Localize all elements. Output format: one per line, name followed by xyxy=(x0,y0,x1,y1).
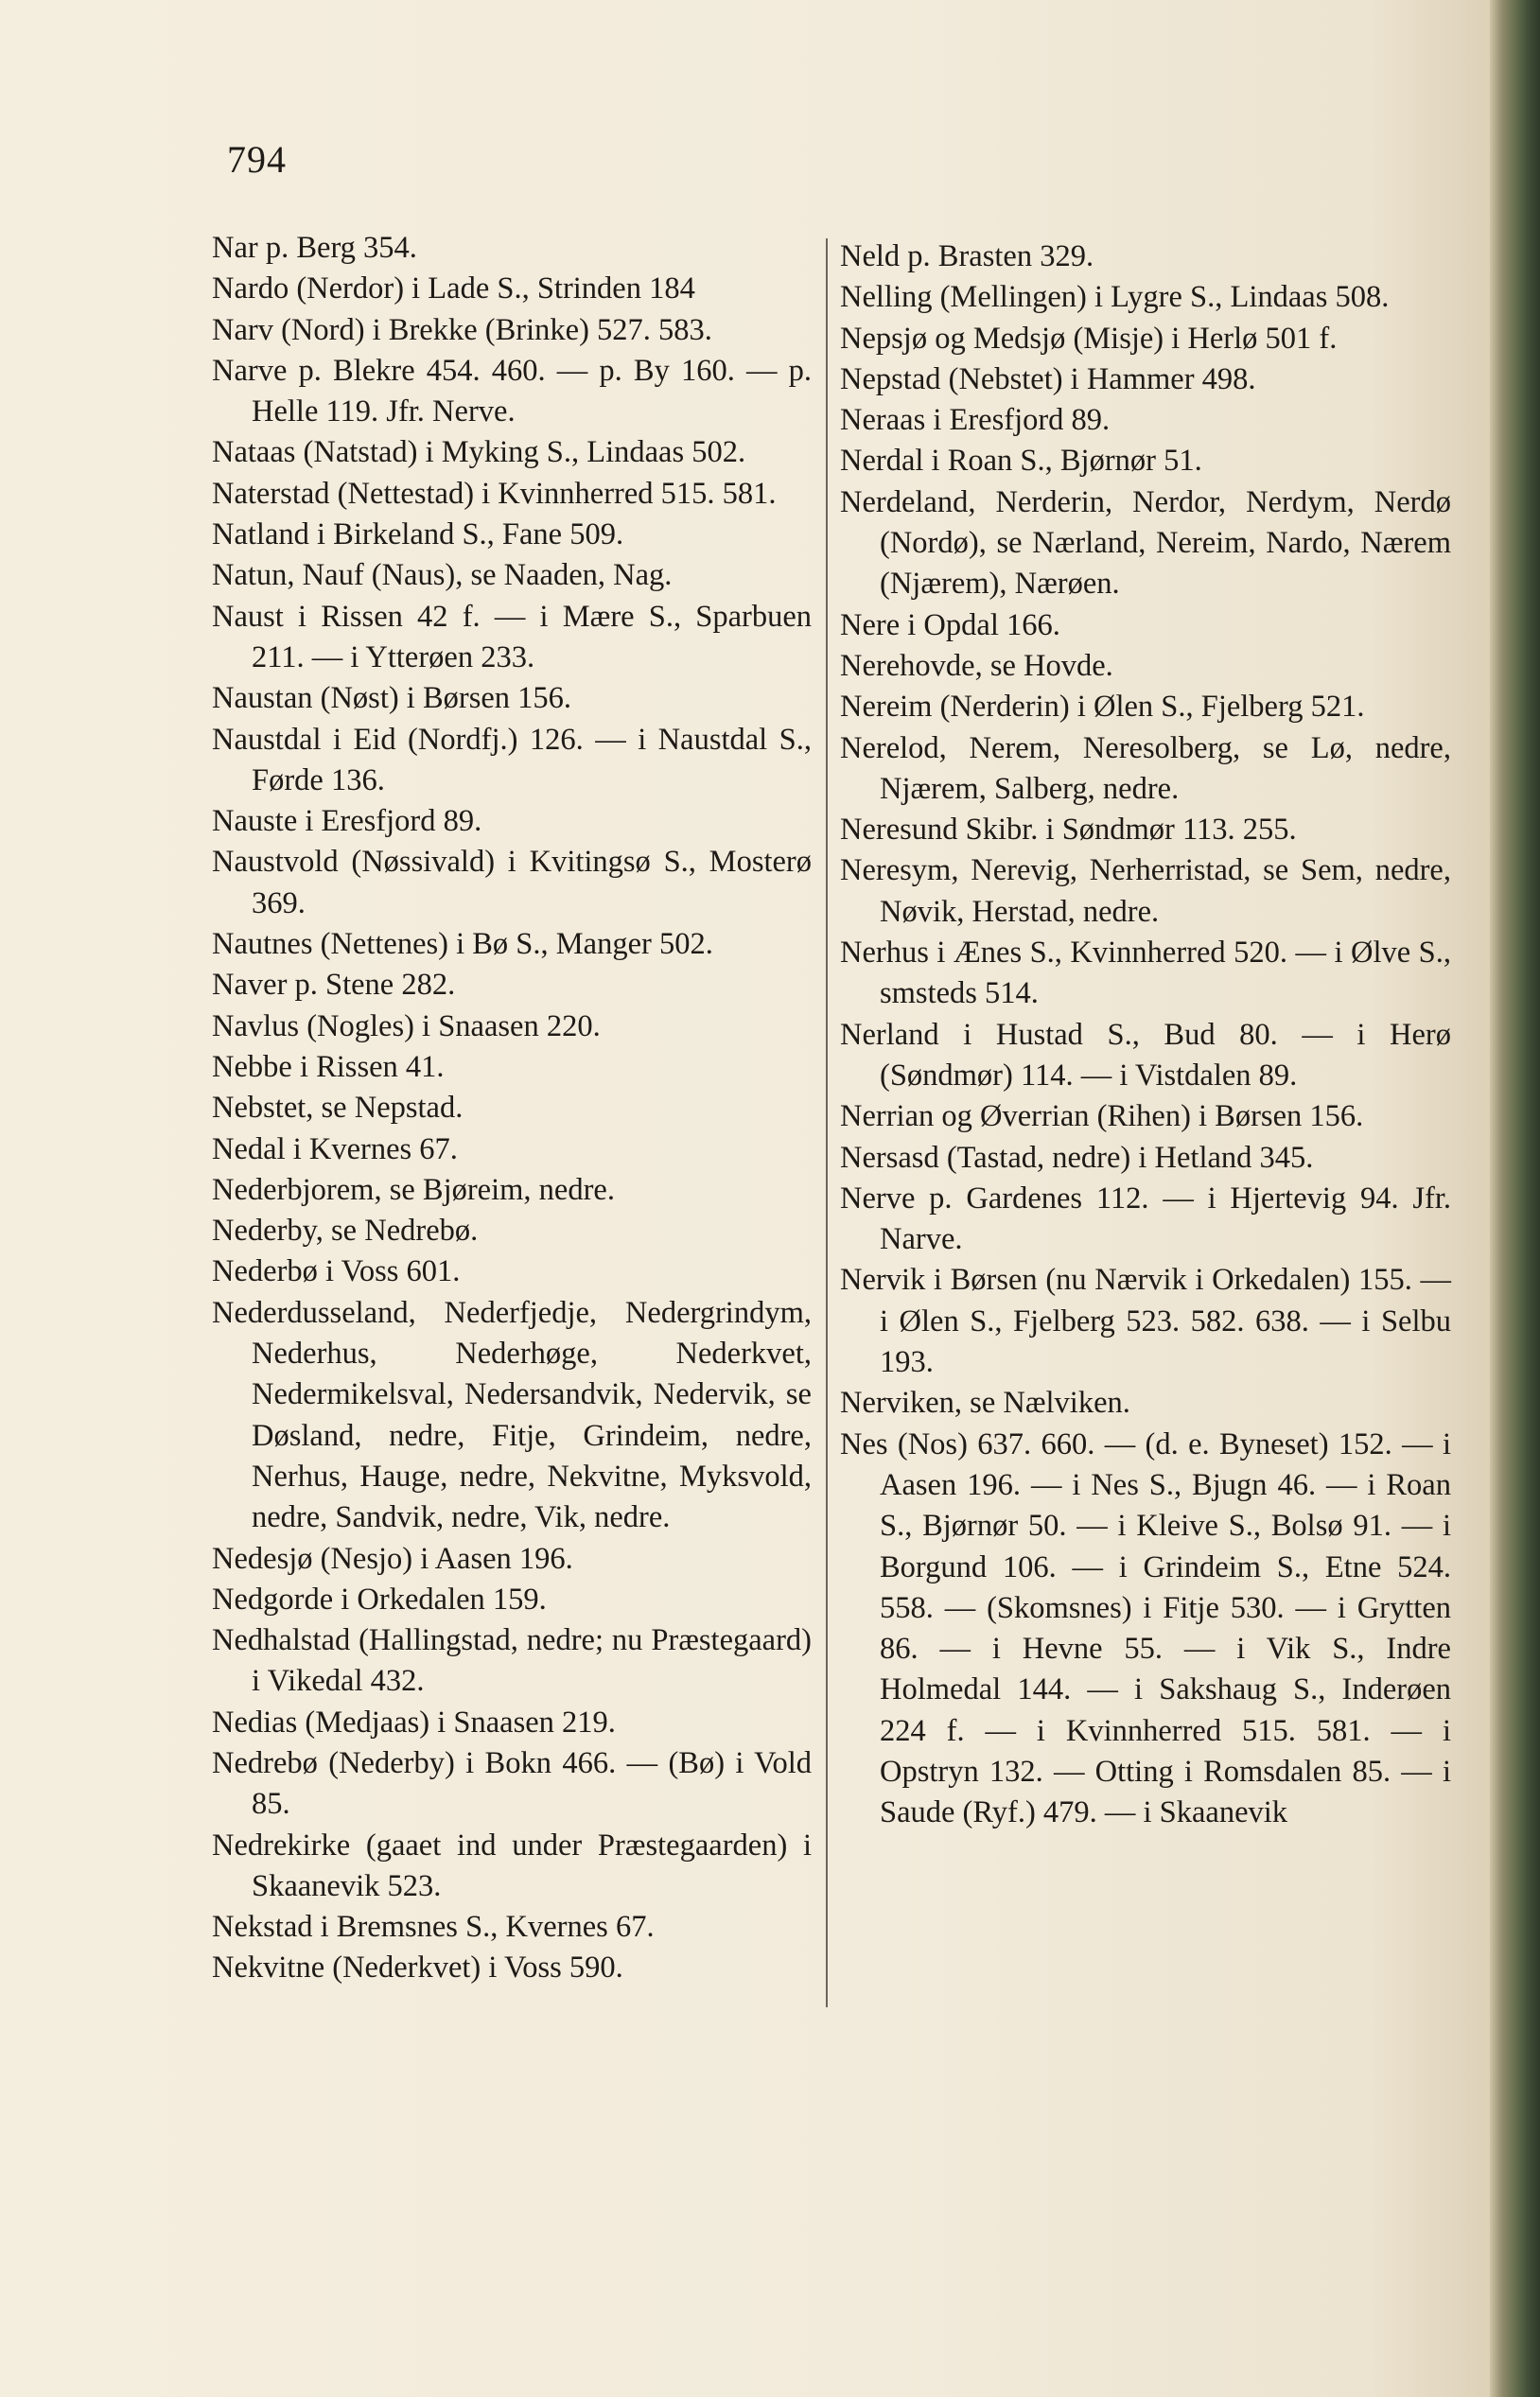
index-entry: Nedhalstad (Hallingstad, nedre; nu Præstegaard) i Vikedal 432. xyxy=(212,1623,812,1699)
index-entry: Nersasd (Tastad, nedre) i Hetland 345. xyxy=(840,1140,1314,1175)
index-entry: Nederbjorem, se Bjøreim, nedre. xyxy=(212,1172,615,1207)
index-entry: Natland i Birkeland S., Fane 509. xyxy=(212,517,624,552)
index-entry: Narve p. Blekre 454. 460. — p. By 160. — p. Helle 119. Jfr. Nerve. xyxy=(212,353,812,429)
index-entry: Nelling (Mellingen) i Lygre S., Lindaas 508. xyxy=(840,280,1390,315)
index-entry: Nederdusseland, Nederfjedje, Nedergrindym, Nederhus, Nederhøge, Nederkvet, Nedermikelsval, Nedersandvik, Nedervik, se Døsland, nedre, Fitje, Grindeim, nedre, Nerhus, Hauge, nedre, Nekvitne, Myksvold, nedre, Sandvik, nedre, Vik, nedre. xyxy=(212,1295,812,1535)
index-entry: Naterstad (Nettestad) i Kvinnherred 515. 581. xyxy=(212,476,777,511)
index-entry: Nataas (Natstad) i Myking S., Lindaas 502. xyxy=(212,435,746,470)
index-entry: Nedesjø (Nesjo) i Aasen 196. xyxy=(212,1541,573,1576)
index-entry: Nerve p. Gardenes 112. — i Hjertevig 94. Jfr. Narve. xyxy=(840,1181,1451,1257)
index-entry: Nerehovde, se Hovde. xyxy=(840,648,1113,683)
index-entry: Nar p. Berg 354. xyxy=(212,231,417,265)
index-entry: Nedias (Medjaas) i Snaasen 219. xyxy=(212,1705,616,1740)
index-entry: Nere i Opdal 166. xyxy=(840,607,1060,642)
right-column xyxy=(840,236,1451,1834)
index-entry: Naustan (Nøst) i Børsen 156. xyxy=(212,681,572,716)
index-entry: Nardo (Nerdor) i Lade S., Strinden 184 xyxy=(212,271,695,306)
index-entry: Natun, Nauf (Naus), se Naaden, Nag. xyxy=(212,558,673,593)
index-entry: Nedgorde i Orkedalen 159. xyxy=(212,1582,547,1617)
index-entry: Nedal i Kvernes 67. xyxy=(212,1131,458,1166)
index-entry: Nekstad i Bremsnes S., Kvernes 67. xyxy=(212,1910,655,1945)
index-entry: Nedrekirke (gaaet ind under Præstegaarden) i Skaanevik 523. xyxy=(212,1828,812,1903)
index-entry: Nederby, se Nedrebø. xyxy=(212,1214,479,1249)
index-entry: Narv (Nord) i Brekke (Brinke) 527. 583. xyxy=(212,312,712,347)
index-entry: Nedrebø (Nederby) i Bokn 466. — (Bø) i Vold 85. xyxy=(212,1745,812,1822)
index-entry: Neraas i Eresfjord 89. xyxy=(840,403,1111,438)
index-entry: Nerelod, Nerem, Neresolberg, se Lø, nedre, Njærem, Salberg, nedre. xyxy=(840,730,1451,806)
page-number: 794 xyxy=(227,138,287,181)
index-entry: Navlus (Nogles) i Snaasen 220. xyxy=(212,1008,601,1043)
index-entry: Nerdeland, Nerderin, Nerdor, Nerdym, Nerdø (Nordø), se Nærland, Nereim, Nardo, Nærem (Njærem), Nærøen. xyxy=(840,484,1451,602)
book-spine-edge xyxy=(1490,0,1540,2397)
index-entry: Nautnes (Nettenes) i Bø S., Manger 502. xyxy=(212,927,713,962)
index-entry: Nepsjø og Medsjø (Misje) i Herlø 501 f. xyxy=(840,321,1338,356)
index-entry: Naustvold (Nøssivald) i Kvitingsø S., Mosterø 369. xyxy=(212,845,812,920)
index-entry: Nederbø i Voss 601. xyxy=(212,1254,461,1289)
index-entry: Nervik i Børsen (nu Nærvik i Orkedalen) 155. — i Ølen S., Fjelberg 523. 582. 638. — i Selbu 193. xyxy=(840,1263,1451,1380)
index-entry: Nekvitne (Nederkvet) i Voss 590. xyxy=(212,1951,623,1986)
index-entry: Nebbe i Rissen 41. xyxy=(212,1049,445,1084)
index-entry: Naustdal i Eid (Nordfj.) 126. — i Naustdal S., Førde 136. xyxy=(212,722,812,797)
index-entry: Nerviken, se Nælviken. xyxy=(840,1386,1130,1421)
left-column xyxy=(212,228,812,1989)
column-divider xyxy=(826,238,828,2007)
index-entry: Neresym, Nerevig, Nerherristad, se Sem, nedre, Nøvik, Herstad, nedre. xyxy=(840,853,1451,929)
index-entry: Nes (Nos) 637. 660. — (d. e. Byneset) 152. — i Aasen 196. — i Nes S., Bjugn 46. — i Roan S., Bjørnør 50. — i Kleive S., Bolsø 91. — i Borgund 106. — i Grindeim S., Etne 524. 558. — (Skomsnes) i Fitje 530. — i Grytten 86. — i Hevne 55. — i Vik S., Indre Holmedal 144. — i Sakshaug S., Inderøen 224 f. — i Kvinnherred 515. 581. — i Opstryn 132. — Otting i Romsdalen 85. — i Saude (Ryf.) 479. — i Skaanevik xyxy=(840,1426,1451,1830)
index-entry: Nerhus i Ænes S., Kvinnherred 520. — i Ølve S., smsteds 514. xyxy=(840,936,1451,1011)
index-entry: Nerland i Hustad S., Bud 80. — i Herø (Søndmør) 114. — i Vistdalen 89. xyxy=(840,1017,1451,1093)
index-entry: Nereim (Nerderin) i Ølen S., Fjelberg 521. xyxy=(840,690,1365,725)
index-entry: Nauste i Eresfjord 89. xyxy=(212,804,482,839)
index-entry: Nerrian og Øverrian (Rihen) i Børsen 156. xyxy=(840,1099,1364,1134)
index-entry: Nebstet, se Nepstad. xyxy=(212,1091,464,1126)
index-entry: Naver p. Stene 282. xyxy=(212,968,456,1003)
index-entry: Naust i Rissen 42 f. — i Mære S., Sparbuen 211. — i Ytterøen 233. xyxy=(212,599,812,674)
index-entry: Neresund Skibr. i Søndmør 113. 255. xyxy=(840,813,1297,848)
index-entry: Nepstad (Nebstet) i Hammer 498. xyxy=(840,361,1256,396)
index-entry: Nerdal i Roan S., Bjørnør 51. xyxy=(840,444,1202,479)
index-entry: Neld p. Brasten 329. xyxy=(840,239,1094,273)
